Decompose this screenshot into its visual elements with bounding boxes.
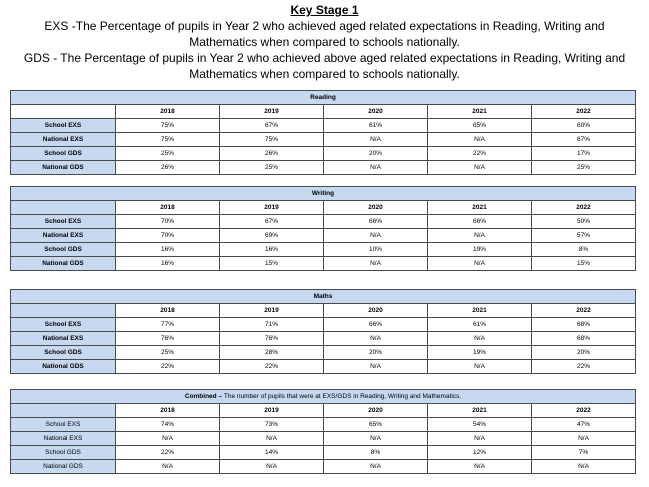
table-row (11, 446, 636, 460)
table-cell: 65% (428, 119, 532, 133)
year-header: 2018 (116, 201, 220, 215)
row-label: School EXS (11, 215, 116, 229)
table-cell: N/A (324, 229, 428, 243)
header-blank-cell (11, 404, 116, 418)
year-header: 2020 (324, 304, 428, 318)
table-cell: N/A (428, 432, 532, 446)
table-cell: 20% (532, 346, 636, 360)
year-header: 2018 (116, 304, 220, 318)
table-cell: 28% (220, 346, 324, 360)
row-label: National EXS (11, 332, 116, 346)
table-cell: 16% (116, 243, 220, 257)
table-cell: 26% (220, 147, 324, 161)
table-cell: N/A (220, 460, 324, 474)
table-cell: 47% (532, 418, 636, 432)
gds-definition-line-1: GDS - The Percentage of pupils in Year 2 who achieved above aged related expectations in Reading, Writing and (23, 51, 626, 65)
table-row (11, 418, 636, 432)
table-cell: 15% (532, 257, 636, 271)
year-header: 2020 (324, 404, 428, 418)
table-cell: 19% (428, 346, 532, 360)
table-cell: 57% (532, 229, 636, 243)
table-cell: N/A (428, 161, 532, 175)
table-cell: N/A (532, 432, 636, 446)
table-cell: 67% (220, 119, 324, 133)
table-caption: Writing (11, 187, 636, 201)
header-blank-cell (11, 201, 116, 215)
header-blank-cell (11, 304, 116, 318)
table-cell: 75% (220, 133, 324, 147)
table-row (11, 432, 636, 446)
year-header: 2021 (428, 404, 532, 418)
table-cell: 65% (324, 418, 428, 432)
table-cell: 76% (220, 332, 324, 346)
year-header: 2019 (220, 304, 324, 318)
row-label: National EXS (11, 432, 116, 446)
table-cell: 69% (220, 229, 324, 243)
table-cell: 10% (324, 243, 428, 257)
table-row (11, 215, 636, 229)
table-cell: N/A (220, 432, 324, 446)
table-row (11, 332, 636, 346)
table-cell: 75% (116, 133, 220, 147)
table-cell: 66% (324, 215, 428, 229)
writing-table (10, 186, 636, 271)
year-header: 2021 (428, 304, 532, 318)
table-cell: 73% (220, 418, 324, 432)
reading-table (10, 90, 636, 175)
table-cell: N/A (324, 161, 428, 175)
row-label: National EXS (11, 229, 116, 243)
table-cell: 20% (324, 147, 428, 161)
table-cell: 19% (428, 243, 532, 257)
table-cell: 77% (116, 318, 220, 332)
table-cell: 22% (428, 147, 532, 161)
table-row (11, 119, 636, 133)
table-cell: 76% (116, 332, 220, 346)
table-cell: N/A (324, 460, 428, 474)
table-cell: 25% (532, 161, 636, 175)
maths-table (10, 289, 636, 374)
year-header: 2021 (428, 201, 532, 215)
table-cell: 14% (220, 446, 324, 460)
table-cell: 8% (324, 446, 428, 460)
table-cell: 7% (532, 446, 636, 460)
table-caption-row (11, 91, 636, 105)
table-cell: 71% (220, 318, 324, 332)
table-cell: 68% (532, 318, 636, 332)
table-cell: N/A (324, 432, 428, 446)
row-label: School GDS (11, 446, 116, 460)
year-header: 2022 (532, 105, 636, 119)
table-caption: Maths (11, 290, 636, 304)
table-cell: 70% (116, 229, 220, 243)
table-row (11, 147, 636, 161)
table-cell: N/A (324, 133, 428, 147)
year-header: 2022 (532, 201, 636, 215)
table-cell: 26% (116, 161, 220, 175)
table-cell: 25% (116, 147, 220, 161)
table-cell: 8% (532, 243, 636, 257)
table-row (11, 318, 636, 332)
table-cell: 66% (324, 318, 428, 332)
table-cell: 12% (428, 446, 532, 460)
table-cell: 25% (116, 346, 220, 360)
row-label: School EXS (11, 119, 116, 133)
table-cell: N/A (116, 460, 220, 474)
row-label: National EXS (11, 133, 116, 147)
table-cell: 68% (532, 332, 636, 346)
table-cell: 74% (116, 418, 220, 432)
row-label: School GDS (11, 147, 116, 161)
combined-table (10, 389, 636, 474)
table-cell: 22% (116, 360, 220, 374)
table-row (11, 257, 636, 271)
table-cell: N/A (324, 360, 428, 374)
table-cell: 60% (532, 119, 636, 133)
page-title: Key Stage 1 (290, 3, 359, 17)
year-header: 2019 (220, 201, 324, 215)
table-cell: 22% (532, 360, 636, 374)
table-cell: 50% (532, 215, 636, 229)
exs-definition-line-2: Mathematics when compared to schools nationally. (189, 35, 460, 49)
table-row (11, 346, 636, 360)
table-row (11, 460, 636, 474)
table-caption-row (11, 390, 636, 404)
table-row (11, 229, 636, 243)
table-cell: 22% (116, 446, 220, 460)
table-cell: 22% (220, 360, 324, 374)
table-cell: N/A (116, 432, 220, 446)
table-caption-row (11, 290, 636, 304)
year-header-row (11, 304, 636, 318)
row-label: School EXS (11, 318, 116, 332)
table-cell: 16% (116, 257, 220, 271)
page-heading (0, 2, 649, 82)
table-cell: 16% (220, 243, 324, 257)
gds-definition-line-2: Mathematics when compared to schools nationally. (189, 67, 460, 81)
year-header: 2020 (324, 105, 428, 119)
row-label: National GDS (11, 161, 116, 175)
row-label: National GDS (11, 257, 116, 271)
table-caption: Combined – The number of pupils that were at EXS/GDS in Reading, Writing and Mathematics. (11, 390, 636, 404)
table-row (11, 133, 636, 147)
year-header-row (11, 105, 636, 119)
table-cell: 20% (324, 346, 428, 360)
table-cell: N/A (428, 360, 532, 374)
table-cell: N/A (428, 460, 532, 474)
table-cell: 17% (532, 147, 636, 161)
table-caption-note: The number of pupils that were at EXS/GDS in Reading, Writing and Mathematics. (223, 393, 462, 400)
table-cell: 67% (532, 133, 636, 147)
year-header: 2022 (532, 404, 636, 418)
table-row (11, 360, 636, 374)
table-cell: 15% (220, 257, 324, 271)
table-cell: N/A (428, 257, 532, 271)
table-cell: N/A (428, 332, 532, 346)
year-header-row (11, 404, 636, 418)
table-cell: 61% (428, 318, 532, 332)
year-header: 2020 (324, 201, 428, 215)
table-cell: 75% (116, 119, 220, 133)
year-header: 2018 (116, 404, 220, 418)
table-caption-row (11, 187, 636, 201)
table-cell: 54% (428, 418, 532, 432)
table-cell: 67% (220, 215, 324, 229)
table-cell: N/A (324, 257, 428, 271)
table-cell: N/A (532, 460, 636, 474)
header-blank-cell (11, 105, 116, 119)
row-label: National GDS (11, 360, 116, 374)
table-cell: N/A (428, 229, 532, 243)
row-label: School GDS (11, 346, 116, 360)
row-label: School EXS (11, 418, 116, 432)
year-header: 2019 (220, 404, 324, 418)
table-cell: N/A (428, 133, 532, 147)
exs-definition-line-1: EXS -The Percentage of pupils in Year 2 who achieved aged related expectations in Reading, Writing and (44, 19, 605, 33)
table-row (11, 161, 636, 175)
table-cell: 25% (220, 161, 324, 175)
year-header: 2019 (220, 105, 324, 119)
table-cell: 61% (324, 119, 428, 133)
row-label: National GDS (11, 460, 116, 474)
year-header: 2018 (116, 105, 220, 119)
year-header: 2022 (532, 304, 636, 318)
table-cell: 70% (116, 215, 220, 229)
table-cell: 66% (428, 215, 532, 229)
year-header-row (11, 201, 636, 215)
row-label: School GDS (11, 243, 116, 257)
table-cell: N/A (324, 332, 428, 346)
table-row (11, 243, 636, 257)
table-caption: Reading (11, 91, 636, 105)
year-header: 2021 (428, 105, 532, 119)
